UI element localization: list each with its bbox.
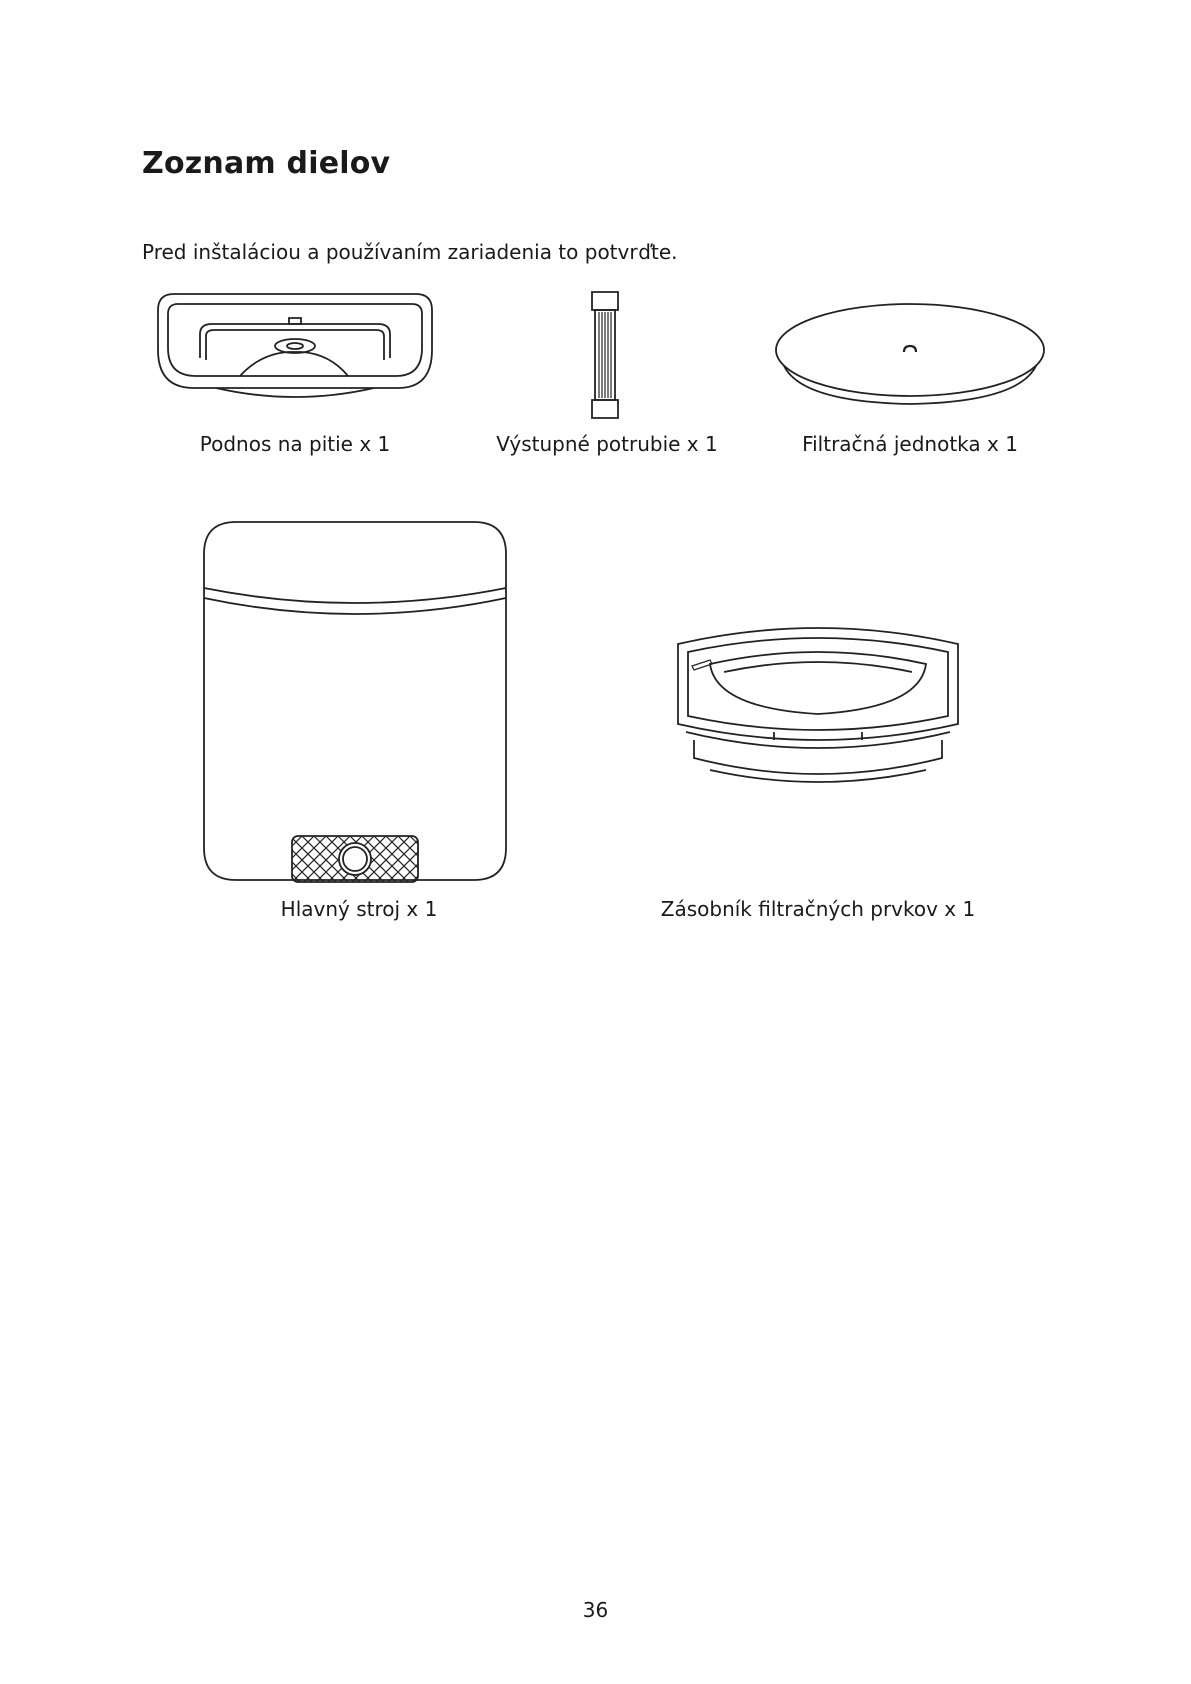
- main-unit-drawing: [200, 518, 510, 888]
- caption-main-unit: Hlavný stroj x 1: [280, 897, 438, 921]
- outlet-pipe-drawing: [588, 290, 622, 420]
- filter-unit-drawing: [772, 298, 1048, 410]
- filter-cartridge-holder-drawing: [670, 620, 966, 786]
- caption-drinking-tray: Podnos na pitie x 1: [199, 432, 391, 456]
- drinking-tray-drawing: [150, 288, 440, 412]
- caption-filter-unit: Filtračná jednotka x 1: [802, 432, 1018, 456]
- caption-filter-cartridge-holder: Zásobník filtračných prvkov x 1: [660, 897, 976, 921]
- intro-text: Pred inštaláciou a používaním zariadenia to potvrďte.: [142, 240, 678, 264]
- caption-outlet-pipe: Výstupné potrubie x 1: [496, 432, 718, 456]
- page-title: Zoznam dielov: [142, 146, 391, 181]
- page-number: 36: [582, 1598, 609, 1622]
